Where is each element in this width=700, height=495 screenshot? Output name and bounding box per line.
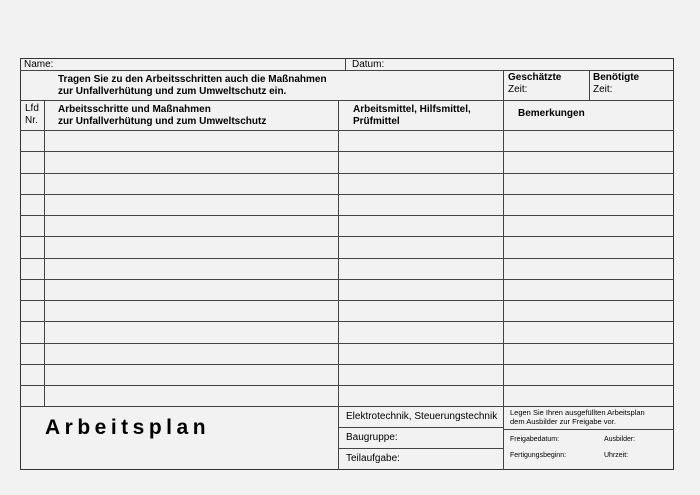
row-step-cell[interactable] xyxy=(47,326,335,338)
assembly-field[interactable] xyxy=(404,430,500,446)
submit-instruction-line-1: Legen Sie Ihren ausgefüllten Arbeitsplan xyxy=(510,408,645,417)
row-step-cell[interactable] xyxy=(47,220,335,232)
required-time-label: Zeit: xyxy=(593,84,613,95)
row-remarks-cell[interactable] xyxy=(506,284,671,296)
date-label: Datum: xyxy=(352,59,385,70)
row-number-cell[interactable] xyxy=(23,220,41,232)
field-label: Elektrotechnik, Steuerungstechnik xyxy=(346,411,498,422)
row-number-cell[interactable] xyxy=(23,348,41,360)
required-time-heading: Benötigte xyxy=(593,72,640,83)
row-remarks-cell[interactable] xyxy=(506,241,671,253)
table-row-divider xyxy=(20,343,674,344)
column-header-divider xyxy=(20,130,674,131)
row-remarks-cell[interactable] xyxy=(506,348,671,360)
remarks-header: Bemerkungen xyxy=(518,108,585,119)
row-step-cell[interactable] xyxy=(47,135,335,147)
steps-header-line-1: Arbeitsschritte und Maßnahmen xyxy=(58,104,211,115)
row-remarks-cell[interactable] xyxy=(506,199,671,211)
table-row-divider xyxy=(20,300,674,301)
number-header-line-1: Lfd xyxy=(25,103,39,114)
row-number-cell[interactable] xyxy=(23,199,41,211)
tools-column-divider xyxy=(338,100,339,470)
estimated-time-divider xyxy=(503,70,504,130)
steps-header-line-2: zur Unfallverhütung und zum Umweltschutz xyxy=(58,116,267,127)
table-row-divider xyxy=(20,406,674,407)
row-step-cell[interactable] xyxy=(47,156,335,168)
table-row-divider xyxy=(20,258,674,259)
row-remarks-cell[interactable] xyxy=(506,369,671,381)
footer-field-divider-1 xyxy=(338,427,503,428)
row-step-cell[interactable] xyxy=(47,390,335,402)
name-label: Name: xyxy=(24,59,54,70)
row-number-cell[interactable] xyxy=(23,284,41,296)
row-remarks-cell[interactable] xyxy=(506,156,671,168)
row-step-cell[interactable] xyxy=(47,369,335,381)
table-row-divider xyxy=(20,385,674,386)
tools-header-line-2: Prüfmittel xyxy=(353,116,400,127)
row-tools-cell[interactable] xyxy=(341,263,500,275)
page-title: Arbeitsplan xyxy=(45,416,211,439)
row-remarks-cell[interactable] xyxy=(506,263,671,275)
row-step-cell[interactable] xyxy=(47,241,335,253)
table-row-divider xyxy=(20,194,674,195)
row-tools-cell[interactable] xyxy=(341,305,500,317)
row-step-cell[interactable] xyxy=(47,348,335,360)
row-tools-cell[interactable] xyxy=(341,199,500,211)
row-tools-cell[interactable] xyxy=(341,369,500,381)
row-step-cell[interactable] xyxy=(47,178,335,190)
name-date-divider xyxy=(345,58,346,70)
row-number-cell[interactable] xyxy=(23,178,41,190)
row-number-cell[interactable] xyxy=(23,390,41,402)
row-number-cell[interactable] xyxy=(23,305,41,317)
row-number-cell[interactable] xyxy=(23,263,41,275)
required-time-divider xyxy=(589,70,590,100)
number-column-divider xyxy=(44,100,45,406)
row-tools-cell[interactable] xyxy=(341,220,500,232)
table-row-divider xyxy=(20,173,674,174)
production-start-label: Fertigungsbeginn: xyxy=(510,452,567,459)
instruction-line-2: zur Unfallverhütung und zum Umweltschutz ein. xyxy=(58,86,287,97)
estimated-time-label: Zeit: xyxy=(508,84,528,95)
row-tools-cell[interactable] xyxy=(341,135,500,147)
row-remarks-cell[interactable] xyxy=(506,305,671,317)
row-remarks-cell[interactable] xyxy=(506,390,671,402)
row-remarks-cell[interactable] xyxy=(506,135,671,147)
submit-info-divider xyxy=(503,429,674,430)
table-row-divider xyxy=(20,364,674,365)
number-header-line-2: Nr. xyxy=(25,115,38,126)
row-number-cell[interactable] xyxy=(23,156,41,168)
assembly-label: Baugruppe: xyxy=(346,432,398,443)
row-step-cell[interactable] xyxy=(47,263,335,275)
table-row-divider xyxy=(20,321,674,322)
release-date-label: Freigabedatum: xyxy=(510,436,560,443)
time-label: Uhrzeit: xyxy=(604,452,629,459)
row-tools-cell[interactable] xyxy=(341,326,500,338)
footer-field-divider-2 xyxy=(338,448,503,449)
name-field[interactable] xyxy=(58,59,338,70)
row-number-cell[interactable] xyxy=(23,241,41,253)
date-field[interactable] xyxy=(388,59,668,70)
row-step-cell[interactable] xyxy=(47,305,335,317)
row-number-cell[interactable] xyxy=(23,369,41,381)
subtask-label: Teilaufgabe: xyxy=(346,453,400,464)
trainer-label: Ausbilder: xyxy=(604,436,636,443)
estimated-time-heading: Geschätzte xyxy=(508,72,562,83)
row-step-cell[interactable] xyxy=(47,199,335,211)
table-row-divider xyxy=(20,151,674,152)
subtask-field[interactable] xyxy=(406,451,500,467)
instruction-line-1: Tragen Sie zu den Arbeitsschritten auch die Maßnahmen xyxy=(58,74,327,85)
row-tools-cell[interactable] xyxy=(341,156,500,168)
header-divider xyxy=(20,70,674,71)
row-tools-cell[interactable] xyxy=(341,390,500,402)
row-remarks-cell[interactable] xyxy=(506,326,671,338)
row-tools-cell[interactable] xyxy=(341,241,500,253)
row-remarks-cell[interactable] xyxy=(506,220,671,232)
table-row-divider xyxy=(20,279,674,280)
row-tools-cell[interactable] xyxy=(341,178,500,190)
row-remarks-cell[interactable] xyxy=(506,178,671,190)
row-tools-cell[interactable] xyxy=(341,284,500,296)
table-row-divider xyxy=(20,236,674,237)
tools-header-line-1: Arbeitsmittel, Hilfsmittel, xyxy=(353,104,471,115)
table-row-divider xyxy=(20,215,674,216)
row-tools-cell[interactable] xyxy=(341,348,500,360)
instruction-divider xyxy=(20,100,674,101)
row-number-cell[interactable] xyxy=(23,135,41,147)
row-number-cell[interactable] xyxy=(23,326,41,338)
row-step-cell[interactable] xyxy=(47,284,335,296)
submit-instruction-line-2: dem Ausbilder zur Freigabe vor. xyxy=(510,417,616,426)
